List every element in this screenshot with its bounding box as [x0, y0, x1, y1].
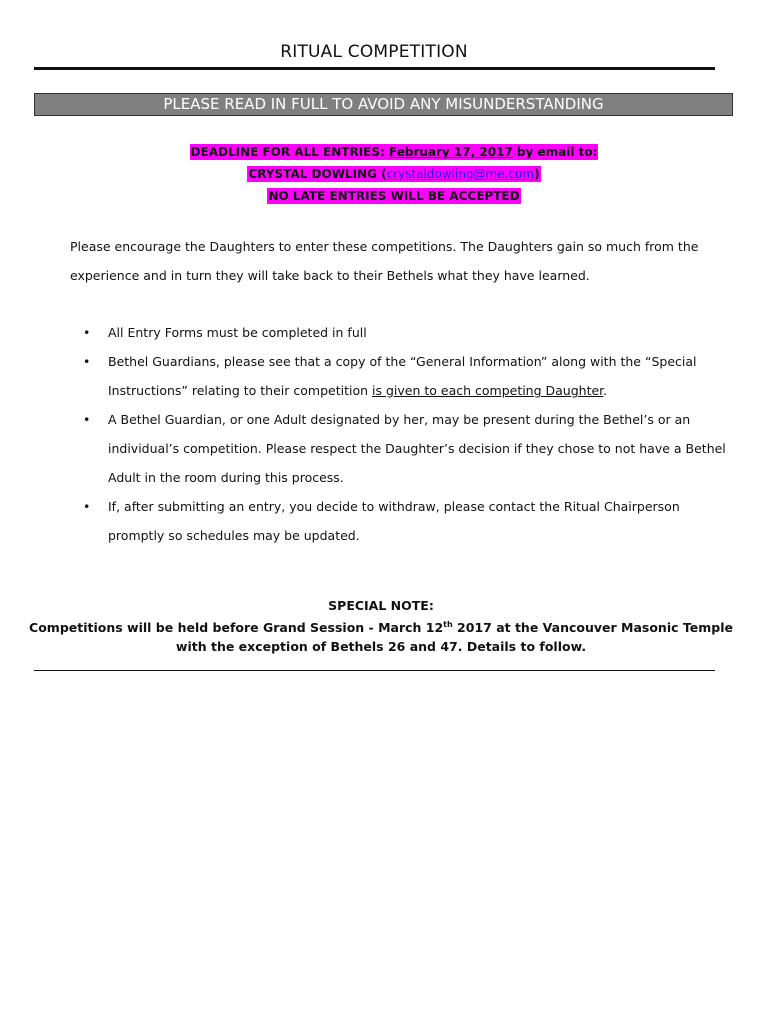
bullet-icon: •: [83, 499, 91, 514]
special-note-text: [20, 615, 742, 656]
deadline-line-3: [34, 185, 754, 207]
no-late-entries-notice: NO LATE ENTRIES WILL BE ACCEPTED: [268, 189, 520, 203]
list-item-underlined-text: is given to each competing Daughter: [372, 383, 604, 398]
deadline-label: DEADLINE FOR ALL ENTRIES:: [190, 145, 389, 159]
list-item: [78, 347, 738, 405]
deadline-line-2: [34, 163, 754, 185]
list-item-text: All Entry Forms must be completed in full: [108, 325, 367, 340]
list-item: [78, 405, 738, 492]
list-item-text: Bethel Guardians, please see that a copy of the “General Information” along with the “Special Instructions” relating to their competition: [108, 354, 697, 398]
special-note-text-start: Competitions will be held before Grand Session - March 12: [29, 620, 444, 636]
instructions-list: [78, 318, 738, 550]
contact-close-paren: ): [534, 167, 540, 181]
title-divider: [34, 67, 715, 70]
deadline-by-email: by email to:: [512, 145, 598, 159]
list-item-text: If, after submitting an entry, you decide to withdraw, please contact the Ritual Chairperson promptly so schedules may be updated.: [108, 499, 680, 543]
contact-email-link[interactable]: crystaldowling@me.com: [386, 167, 535, 181]
deadline-block: [34, 141, 754, 207]
contact-name: CRYSTAL DOWLING (: [248, 167, 387, 181]
ordinal-superscript: th: [443, 620, 453, 629]
deadline-highlight-1: [190, 144, 599, 160]
list-item-text: A Bethel Guardian, or one Adult designated by her, may be present during the Bethel’s or an individual’s competition. Please respect the Daughter’s decision if they chose to not have a Bethel Adult in the room during this process.: [108, 412, 726, 485]
special-note-text-end: 2017 at the Vancouver Masonic Temple with the exception of Bethels 26 and 47. Details to follow.: [175, 620, 733, 655]
intro-paragraph: Please encourage the Daughters to enter these competitions. The Daughters gain so much from the experience and in turn they will take back to their Bethels what they have learned.: [70, 239, 699, 283]
bullet-icon: •: [83, 325, 91, 340]
bullet-icon: •: [83, 354, 91, 369]
read-in-full-banner: PLEASE READ IN FULL TO AVOID ANY MISUNDERSTANDING: [34, 93, 733, 116]
deadline-date: February 17, 2017: [389, 145, 513, 159]
deadline-highlight-2: [247, 166, 540, 182]
list-item-end: .: [603, 383, 608, 398]
list-item: [78, 492, 738, 550]
bottom-divider: [34, 670, 715, 671]
special-note: [20, 596, 742, 656]
bullet-icon: •: [83, 412, 91, 427]
deadline-line-1: [34, 141, 754, 163]
list-item: [78, 318, 738, 347]
special-note-heading: SPECIAL NOTE:: [328, 598, 434, 613]
document-title: RITUAL COMPETITION: [280, 42, 468, 62]
